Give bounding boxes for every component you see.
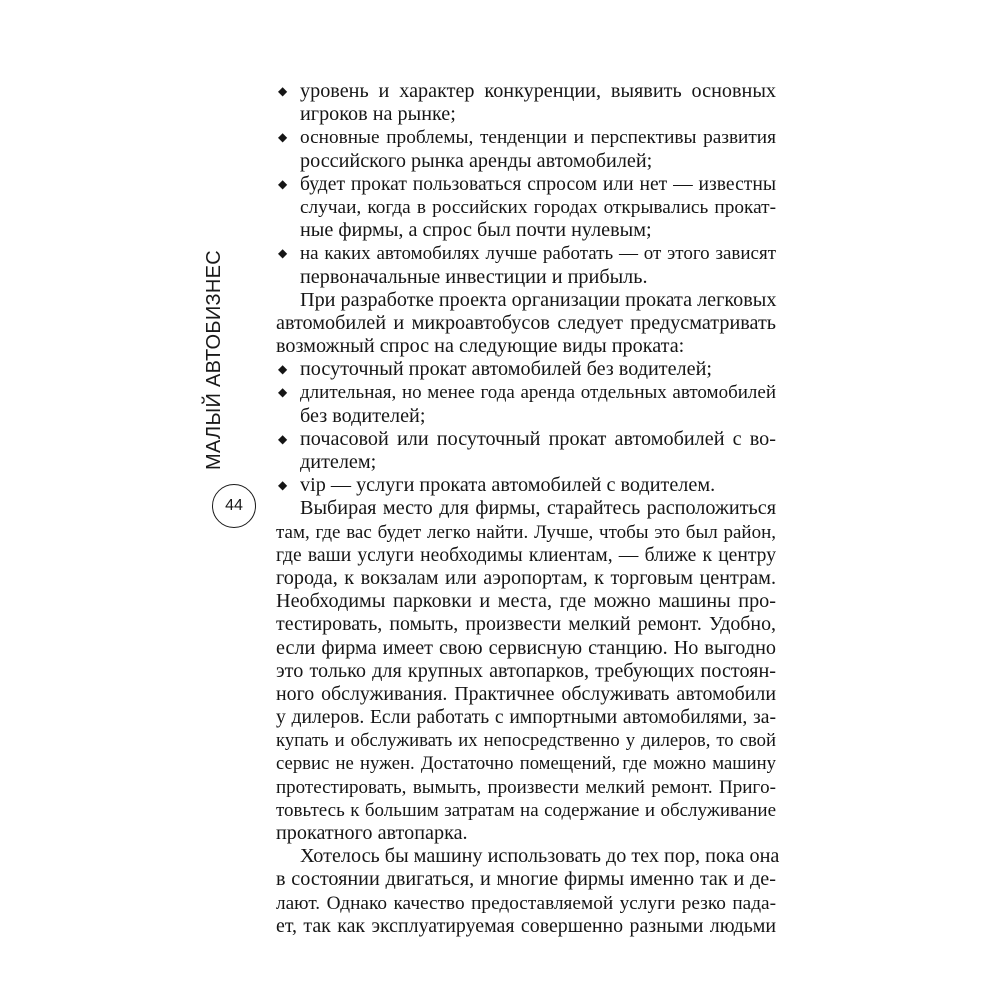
page-number-badge xyxy=(212,484,256,528)
continuation-line: российского рынка аренды автомобилей; xyxy=(300,149,653,172)
bullet-line: ◆ основные проблемы, тенденции и перспективы развития xyxy=(276,126,776,149)
bullet-line: ◆ на каких автомобилях лучше работать — от этого зависят xyxy=(276,242,776,265)
paragraph-line: города, к вокзалам или аэропортам, к торговым центрам. xyxy=(276,566,776,589)
paragraph-line: ного обслуживания. Практичнее обслуживать автомобили xyxy=(276,682,776,705)
paragraph-line: автомобилей и микроавтобусов следует предусматривать xyxy=(276,311,776,334)
paragraph-line: лают. Однако качество предоставляемой услуги резко пада- xyxy=(276,892,776,914)
paragraph-first-line: При разработке проекта организации проката легковых xyxy=(300,288,777,311)
paragraph-line: возможный спрос на следующие виды проката: xyxy=(276,335,685,358)
paragraph-line: тестировать, помыть, произвести мелкий ремонт. Удобно, xyxy=(276,613,776,636)
paragraph-line: купать и обслуживать их непосредственно у дилеров, то свой xyxy=(276,730,776,752)
paragraph-line: товьтесь к большим затратам на содержание и обслуживание xyxy=(276,799,776,821)
continuation-line: случаи, когда в российских городах открывались прокат- xyxy=(300,196,776,218)
paragraph-first-line: Хотелось бы машину использовать до тех пор, пока она xyxy=(300,845,780,868)
paragraph-line: у дилеров. Если работать с импортными автомобилями, за- xyxy=(276,707,776,729)
paragraph-line: где ваши услуги необходимы клиентам, — ближе к центру xyxy=(276,544,776,566)
page-number: 44 xyxy=(225,497,243,514)
paragraph-line: это только для крупных автопарков, требующих постоян- xyxy=(276,659,776,682)
bullet-line: ◆ почасовой или посуточный прокат автомобилей с во- xyxy=(276,428,776,451)
paragraph-line: в состоянии двигаться, и многие фирмы именно так и де- xyxy=(276,868,776,891)
paragraph-line: там, где вас будет легко найти. Лучше, чтобы это был район, xyxy=(276,521,776,543)
bullet-line: ◆ будет прокат пользоваться спросом или нет — известны xyxy=(276,173,776,196)
bullet-line: ◆ длительная, но менее года аренда отдельных автомобилей xyxy=(276,381,776,404)
continuation-line: ные фирмы, а спрос был почти нулевым; xyxy=(300,219,652,242)
bullet-line: ◆ уровень и характер конкуренции, выявить основных xyxy=(276,80,776,103)
continuation-line: дителем; xyxy=(300,451,377,473)
body-text xyxy=(276,80,780,938)
bullet-line: ◆ vip — услуги проката автомобилей с водителем. xyxy=(276,474,776,497)
paragraph-line: Необходимы парковки и места, где можно машины про- xyxy=(276,590,776,613)
paragraph-line: ет, так как эксплуатируемая совершенно разными людьми xyxy=(276,914,776,937)
continuation-line: без водителей; xyxy=(300,404,426,427)
paragraph-line: протестировать, вымыть, произвести мелкий ремонт. Пригo- xyxy=(276,776,776,798)
paragraph-line: сервис не нужен. Достаточно помещений, где можно машину xyxy=(276,753,776,775)
continuation-line: игроков на рынке; xyxy=(300,103,456,126)
continuation-line: первоначальные инвестиции и прибыль. xyxy=(300,265,648,288)
bullet-line: ◆ посуточный прокат автомобилей без водителей; xyxy=(276,358,776,381)
paragraph-first-line: Выбирая место для фирмы, старайтесь расположиться xyxy=(300,497,776,520)
paragraph-line: прокатного автопарка. xyxy=(276,822,468,844)
paragraph-line: если фирма имеет свою сервисную станцию. Но выгодно xyxy=(276,636,776,659)
running-head: МАЛЫЙ АВТОБИЗНЕС xyxy=(203,249,225,470)
